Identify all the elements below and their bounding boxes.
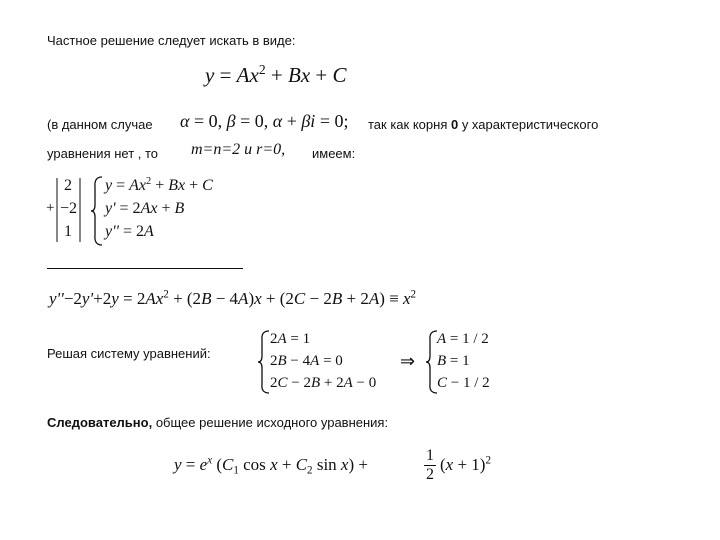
case-suffix-a: так как корня [368, 117, 451, 132]
general-solution-fraction [424, 447, 436, 484]
general-solution-tail: $(x + 1)^2$ [440, 454, 491, 474]
fraction-numerator: 1 [426, 447, 434, 464]
ypp-line: y'' = 2A [105, 223, 154, 240]
fraction-denominator: 2 [426, 466, 434, 483]
sys-right-2: B = 1 [437, 353, 470, 369]
case-prefix-text: (в данном случае [47, 117, 153, 132]
conclusion-rest: общее решение исходного уравнения: [152, 415, 389, 430]
eq-missing-text: уравнения нет , то [47, 146, 159, 161]
coef-minus2: −2 [60, 200, 78, 217]
intro-text: Частное решение следует искать в виде: [47, 33, 296, 48]
coef-1: 1 [64, 223, 72, 240]
sys-left-3: 2C − 2B + 2A − 0 [270, 375, 377, 391]
solve-system-text: Решая систему уравнений: [47, 346, 211, 361]
derivative-brace [90, 175, 104, 247]
implies-arrow: ⇒ [400, 351, 416, 371]
eq-m-formula: m=n=2 и r=0, [191, 141, 286, 158]
case-suffix-text [368, 117, 598, 133]
alpha-conditions-formula: α = 0, β = 0, α + βi = 0; [180, 111, 349, 131]
sys-right-3: C − 1 / 2 [437, 375, 490, 391]
conclusion-bold: Следовательно, [47, 415, 153, 430]
sum-divider [47, 268, 243, 269]
sys-left-1: 2A = 1 [270, 331, 311, 347]
case-zero: 0 [450, 117, 459, 132]
coef-2: 2 [64, 177, 72, 194]
eq-have-text: имеем: [312, 146, 356, 161]
left-system-brace [257, 329, 271, 395]
particular-form-formula: $y = Ax^2 + Bx + C$ [205, 61, 347, 87]
sys-right-1: A = 1 / 2 [437, 331, 489, 347]
plus-sign: + [46, 200, 55, 216]
y-line: $y = Ax^2 + Bx + C$ [105, 175, 213, 194]
case-suffix-b: у характеристического [458, 117, 599, 132]
sum-line: $y''-2y'+2y = 2Ax^2 + (2B - 4A)x + (2C - 2B + 2A) \equiv x^2$ [49, 288, 417, 308]
general-solution-formula: $y = e^x$ ($C_1$ $\cos x + C_2$ sin x) + [174, 454, 368, 477]
particular-form-y: y [205, 63, 215, 87]
conclusion-text [47, 415, 388, 431]
yp-line: y' = 2Ax + B [105, 200, 185, 217]
sys-left-2: 2B − 4A = 0 [270, 353, 343, 369]
